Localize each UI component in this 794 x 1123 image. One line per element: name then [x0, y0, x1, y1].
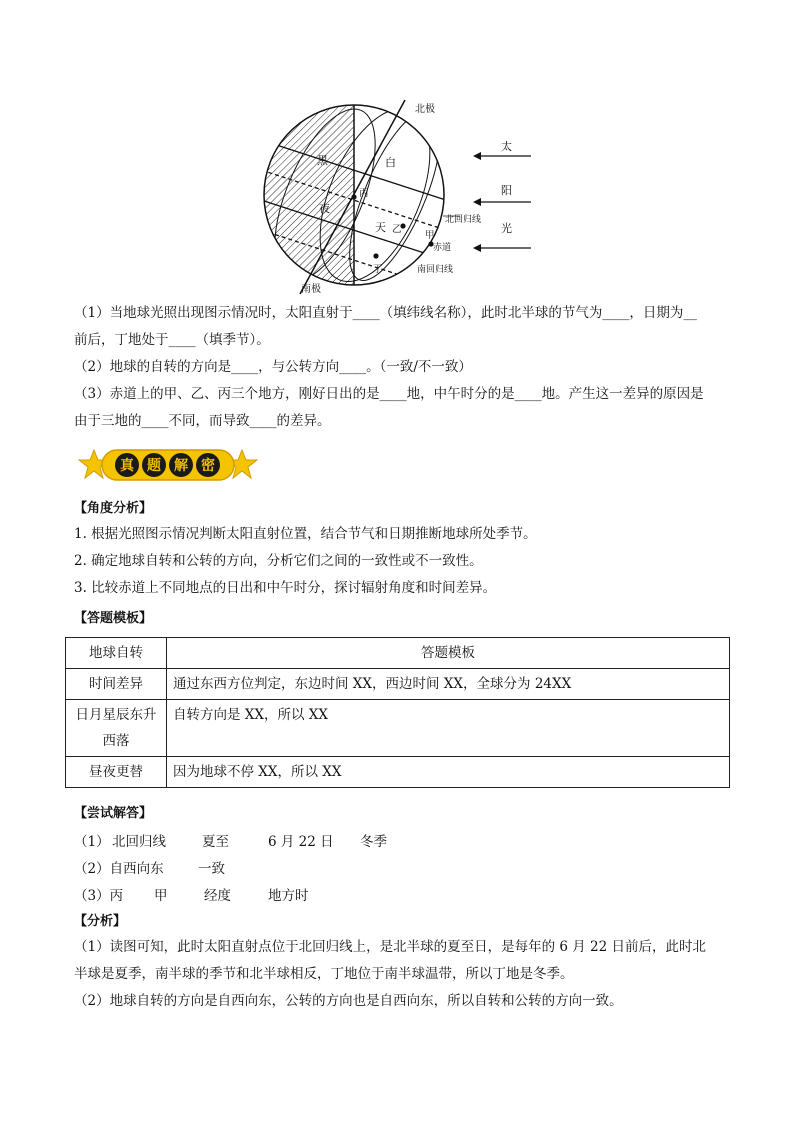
sun-char-3: 光 [501, 222, 512, 235]
point-ding-dot [373, 253, 378, 258]
question-2: （2）地球的自转的方向是____，与公转方向____。（一致/不一致） [74, 359, 472, 375]
north-pole-label: 北极 [415, 104, 435, 115]
sun-char-1: 太 [501, 140, 512, 153]
attempt-cell: 夏至 [202, 834, 229, 850]
question-3-line-1: （3）赤道上的甲、乙、丙三个地方，刚好日出的是____地，中午时分的是____地。产生这一差异的原因是 [74, 386, 704, 402]
table-row [66, 700, 730, 757]
point-yi-label: 乙 [392, 224, 402, 235]
night-char-1: 黑 [317, 154, 328, 167]
attempt-cell: 6 月 22 日 [268, 834, 334, 850]
attempt-cell: 经度 [204, 888, 231, 904]
point-bing-dot [351, 194, 356, 199]
table-header-row [66, 638, 730, 669]
attempt-cell: （2）自西向东 [74, 861, 164, 877]
section-banner [78, 446, 258, 486]
banner-char-3: 解 [174, 458, 188, 474]
sun-char-2: 阳 [501, 184, 512, 197]
attempt-row-2 [74, 857, 225, 877]
angle-analysis-item-3: 3. 比较赤道上不同地点的日出和中午时分，探讨辐射角度和时间差异。 [74, 580, 497, 596]
analysis-paragraph-1-line-2: 半球是夏季，南半球的季节和北半球相反，丁地位于南半球温带，所以丁地是冬季。 [74, 966, 574, 982]
question-1-line-1: （1）当地球光照出现图示情况时，太阳直射于____（填纬线名称），此时北半球的节气为____，日期为__ [74, 305, 697, 321]
attempt-row-1 [74, 830, 387, 850]
attempt-cell: 地方时 [268, 888, 309, 904]
tropic-cancer-label: 北回归线 [445, 215, 482, 225]
point-bing-label: 丙 [359, 188, 369, 199]
table-header-cell: 地球自转 [66, 638, 167, 669]
angle-analysis-item-1: 1. 根据光照图示情况判断太阳直射位置，结合节气和日期推断地球所处季节。 [74, 526, 537, 542]
attempt-cell: （1） [74, 834, 110, 850]
angle-analysis-heading: 【角度分析】 [74, 501, 153, 516]
table-cell: 昼夜更替 [66, 757, 167, 788]
night-char-2: 夜 [319, 202, 330, 215]
answer-template-table [65, 637, 730, 788]
banner-char-2: 题 [147, 458, 161, 474]
attempt-cell: 一致 [198, 861, 225, 877]
equator-label: 赤道 [433, 243, 452, 253]
attempt-cell: 冬季 [360, 834, 387, 850]
earth-illumination-figure [255, 98, 545, 298]
attempt-cell: 甲 [154, 888, 168, 904]
south-pole-label: 南极 [301, 284, 321, 295]
table-row [66, 669, 730, 700]
analysis-paragraph-2: （2）地球自转的方向是自西向东，公转的方向也是自西向东，所以自转和公转的方向一致。 [74, 993, 623, 1009]
attempt-cell: （3）丙 [74, 888, 124, 904]
table-cell: 因为地球不停 XX，所以 XX [167, 757, 730, 788]
attempt-row-3 [74, 884, 309, 904]
banner-char-4: 密 [201, 458, 215, 474]
angle-analysis-item-2: 2. 确定地球自转和公转的方向，分析它们之间的一致性或不一致性。 [74, 553, 483, 569]
table-cell: 日月星辰东升西落 [66, 700, 167, 757]
template-heading: 【答题模板】 [74, 611, 153, 626]
question-1-line-2: 前后，丁地处于____（填季节）。 [74, 332, 270, 348]
day-char-1: 白 [385, 156, 396, 169]
earth-diagram [255, 98, 545, 298]
tropic-capricorn-label: 南回归线 [417, 265, 454, 275]
point-jia-label: 甲 [425, 230, 435, 241]
banner-char-1: 真 [120, 458, 134, 474]
table-cell: 时间差异 [66, 669, 167, 700]
point-ding-label: 丁 [373, 264, 383, 275]
question-3-line-2: 由于三地的____不同，而导致____的差异。 [74, 413, 331, 429]
table-cell: 通过东西方位判定，东边时间 XX，西边时间 XX，全球分为 24XX [167, 669, 730, 700]
table-row [66, 757, 730, 788]
day-char-2: 天 [375, 221, 386, 234]
analysis-heading: 【分析】 [74, 914, 127, 929]
attempt-heading: 【尝试解答】 [74, 806, 153, 821]
table-cell: 自转方向是 XX，所以 XX [167, 700, 730, 757]
analysis-paragraph-1-line-1: （1）读图可知，此时太阳直射点位于北回归线上，是北半球的夏至日，是每年的 6 月 22 日前后，此时北 [74, 939, 707, 955]
table-header-cell: 答题模板 [167, 638, 730, 669]
attempt-cell: 北回归线 [112, 834, 166, 850]
